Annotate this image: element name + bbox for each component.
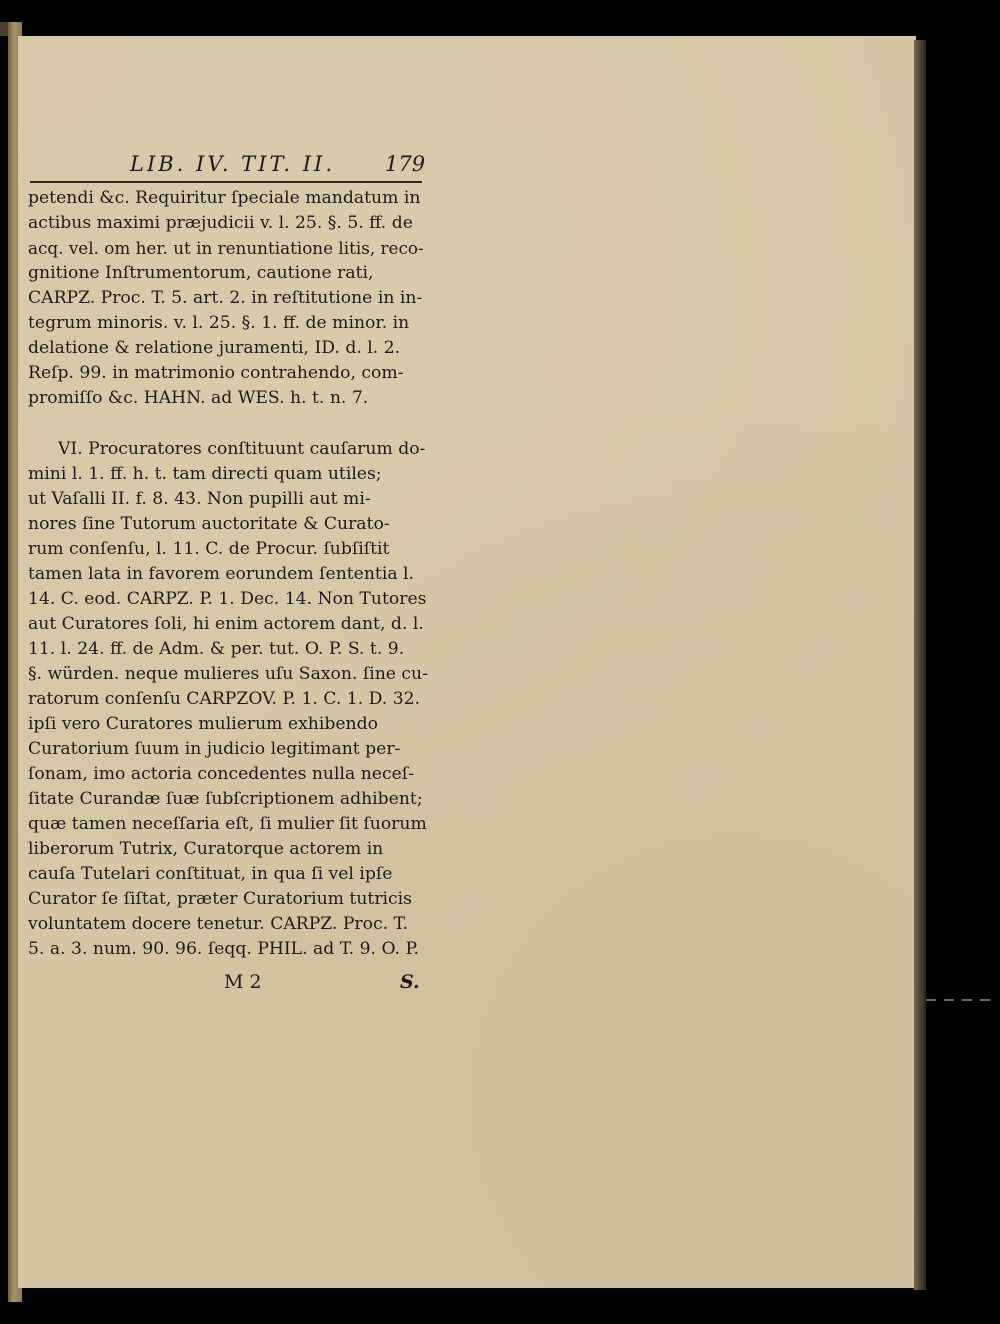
text-line: aut Curatores ſoli, hi enim actorem dant, d. l. — [28, 614, 424, 634]
text-line: §. würden. neque mulieres uſu Saxon. ſine cu- — [28, 664, 428, 684]
paragraph-gap — [28, 411, 428, 437]
signature-mark: M 2 — [224, 971, 262, 993]
text-line: ut Vaſalli II. f. 8. 43. Non pupilli aut mi- — [28, 489, 371, 509]
text-line: quæ tamen neceſſaria eſt, ſi mulier ſit ſuorum — [28, 814, 427, 834]
text-line: ſonam, imo actoria concedentes nulla neceſ- — [28, 764, 414, 784]
text-line: delatione & relatione juramenti, ID. d. l. 2. — [28, 338, 401, 358]
text-line: mini l. 1. ff. h. t. tam directi quam utiles; — [28, 464, 382, 484]
text-line: VI. Procuratores conſtituunt cauſarum do- — [58, 439, 426, 459]
dash-mark — [944, 999, 954, 1001]
text-line: petendi &c. Requiritur ſpeciale mandatum in — [28, 188, 421, 208]
text-line: acq. vel. om her. ut in renuntiatione litis, reco- — [28, 238, 424, 258]
text-line: ſitate Curandæ ſuæ ſubſcriptionem adhibent; — [28, 789, 423, 809]
page-footer — [224, 971, 434, 995]
text-line: nores ſine Tutorum auctoritate & Curato- — [28, 514, 390, 534]
text-line: ratorum conſenſu CARPZOV. P. 1. C. 1. D. 32. — [28, 689, 421, 709]
text-line: Curator ſe ſiſtat, præter Curatorium tutricis — [28, 889, 412, 909]
text-line: tamen lata in favorem eorundem ſententia l. — [28, 564, 414, 584]
text-line: 11. l. 24. ff. de Adm. & per. tut. O. P. S. t. 9. — [28, 639, 405, 659]
text-line: voluntatem docere tenetur. CARPZ. Proc. T. — [28, 914, 408, 934]
dash-mark — [980, 999, 990, 1001]
text-line: 14. C. eod. CARPZ. P. 1. Dec. 14. Non Tutores — [28, 589, 427, 609]
text-line: actibus maximi præjudicii v. l. 25. §. 5. ff. de — [28, 213, 413, 233]
text-line: rum conſenſu, l. 11. C. de Procur. ſubſiſtit — [28, 539, 390, 559]
paragraph-2 — [28, 437, 428, 962]
text-line: CARPZ. Proc. T. 5. art. 2. in reſtitutione in in- — [28, 288, 423, 308]
dash-mark — [926, 999, 936, 1001]
text-line: Curatorium ſuum in judicio legitimant per- — [28, 739, 401, 759]
page-number: 179 — [385, 152, 426, 176]
header-rule — [30, 181, 422, 183]
page-header — [30, 150, 424, 180]
text-line: tegrum minoris. v. l. 25. §. 1. ff. de minor. in — [28, 313, 410, 333]
spine-edge — [0, 22, 8, 36]
text-line: promiſſo &c. HAHN. ad WES. h. t. n. 7. — [28, 388, 369, 408]
text-line: gnitione Inſtrumentorum, cautione rati, — [28, 263, 374, 283]
text-line: liberorum Tutrix, Curatorque actorem in — [28, 839, 384, 859]
dash-mark — [962, 999, 972, 1001]
catchword: S. — [400, 971, 420, 993]
text-line: 5. a. 3. num. 90. 96. ſeqq. PHIL. ad T. 9. O. P. — [28, 939, 419, 959]
page-body — [28, 186, 428, 962]
paragraph-1 — [28, 186, 428, 411]
page-edge-shadow — [914, 40, 926, 1290]
running-head: LIB. IV. TIT. II. — [130, 152, 336, 176]
text-line: ipſi vero Curatores mulierum exhibendo — [28, 714, 378, 734]
text-line: Reſp. 99. in matrimonio contrahendo, com- — [28, 363, 404, 383]
text-line: cauſa Tutelari conſtituat, in qua ſi vel ipſe — [28, 864, 393, 884]
